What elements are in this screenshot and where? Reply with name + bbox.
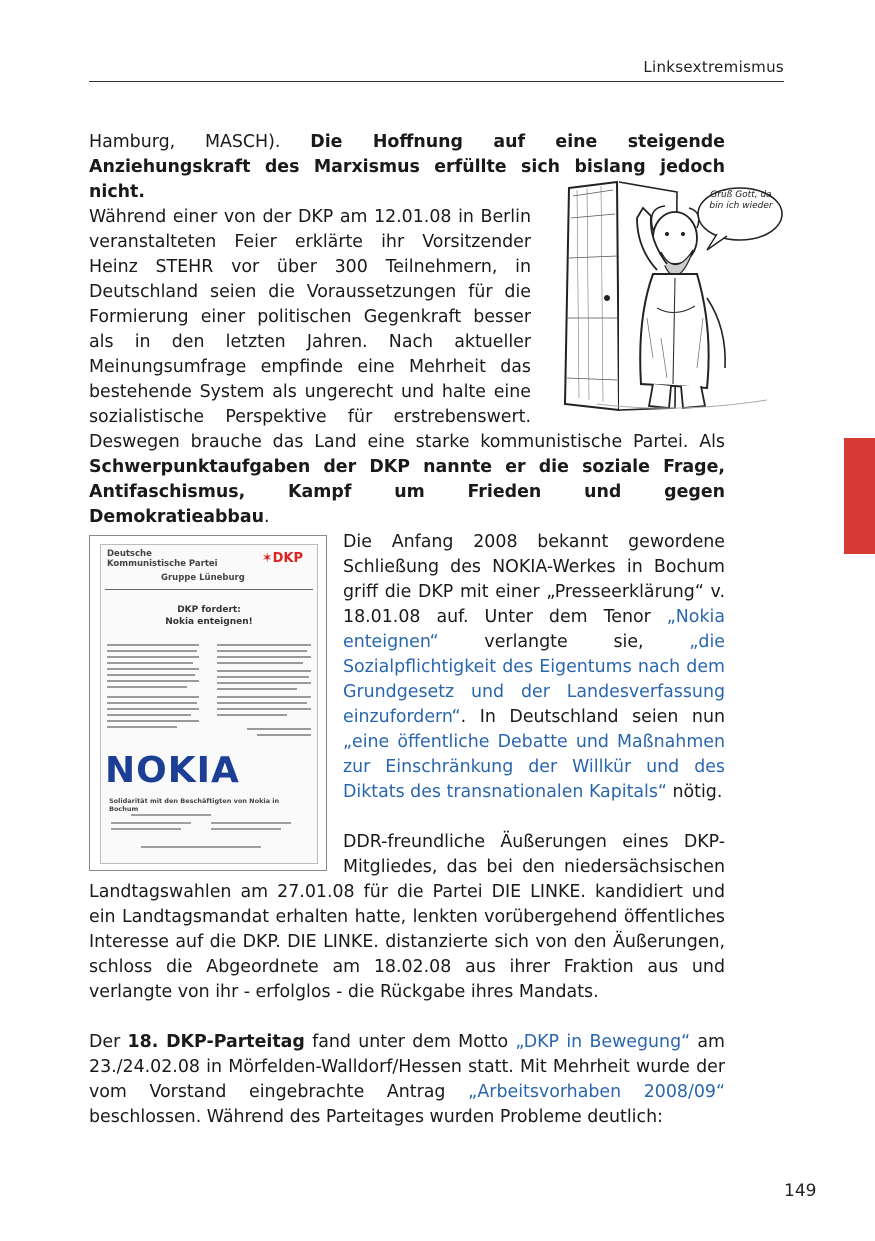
flyer-dkp-logo-text: DKP bbox=[272, 551, 303, 566]
paragraph-4-wide bbox=[89, 880, 725, 1005]
paragraph-2-narrow-text: Während einer von der DKP am 12.01.08 in Berlin veranstalteten Feier erklärte ihr Vorsitzender Heinz STEHR vor über 300 Teilnehmern, in Deutschland seien die Voraussetzungen für die Formierung einer politischen Gegenkraft besser als in den letzten Jahren. Nach aktueller Meinungsumfrage empfinde eine Mehrheit das bestehende System als ungerecht und halte eine sozialistische Perspektive für erstrebenswert. bbox=[89, 207, 531, 427]
paragraph-2-wide-text: Deswegen brauche das Land eine starke kommunistische Partei. Als bbox=[89, 432, 725, 452]
quote-sozialpflichtigkeit: „die Sozialpflichtigkeit des Eigentums nach dem Grundgesetz und der Landesverfassung einzufordern“ bbox=[343, 632, 725, 727]
paragraph-5-bold: 18. DKP-Parteitag bbox=[127, 1032, 305, 1052]
flyer-footer-lines bbox=[111, 811, 307, 859]
flyer-image bbox=[89, 535, 327, 871]
flyer-headline-2: Nokia enteignen! bbox=[165, 617, 253, 627]
paragraph-1-text: Hamburg, MASCH). bbox=[89, 132, 311, 152]
paragraph-5-text-1: Der bbox=[89, 1032, 128, 1052]
flyer-dkp-logo: ✶DKP bbox=[261, 551, 303, 566]
quote-nokia-enteignen: „Nokia enteignen“ bbox=[343, 607, 725, 652]
paragraph-2-bold: Schwerpunktaufgaben der DKP nannte er die soziale Frage, Antifaschismus, Kampf um Frieden und gegen Demokratieabbau bbox=[89, 457, 725, 527]
flyer-headline-1: DKP fordert: bbox=[177, 605, 241, 615]
quote-oeffentliche-debatte: „eine öffentliche Debatte und Maßnahmen zur Einschränkung der Willkür und des Diktats des transnationalen Kapitals“ bbox=[343, 732, 725, 802]
paragraph-3-text-3: . In Deutschland seien nun bbox=[460, 707, 725, 727]
paragraph-3-text-1: Die Anfang 2008 bekannt gewordene Schließung des NOKIA-Werkes in Bochum griff die DKP mit einer „Presseerklärung“ v. 18.01.08 auf. Unter dem Tenor bbox=[343, 532, 725, 627]
flyer-org: Deutsche Kommunistische Partei bbox=[107, 549, 218, 569]
chapter-tab-marker bbox=[844, 438, 875, 554]
paragraph-4-wide-text: Landtagswahlen am 27.01.08 für die Partei DIE LINKE. kandidiert und ein Landtagsmandat erhalten hatte, lenkten vorübergehend öffentliches Interesse auf die DKP. DIE LINKE. distanzierte sich von den Äußerungen, schloss die Abgeordnete am 18.02.08 aus ihrer Fraktion aus und verlangte von ihr - erfolglos - die Rückgabe ihres Mandats. bbox=[89, 882, 725, 1002]
paragraph-3 bbox=[343, 530, 725, 805]
paragraph-4-narrow bbox=[343, 830, 725, 880]
flyer-nokia-logo bbox=[105, 751, 313, 791]
paragraph-3-text-2: verlangte sie, bbox=[438, 632, 690, 652]
header-rule bbox=[89, 81, 784, 82]
quote-dkp-in-bewegung: „DKP in Bewegung“ bbox=[515, 1032, 691, 1052]
paragraph-2-end: . bbox=[264, 507, 270, 527]
paragraph-5-text-2: fand unter dem Motto bbox=[304, 1032, 516, 1052]
speech-bubble-text: Grüß Gott, da bin ich wieder bbox=[709, 190, 773, 211]
flyer-solidarity: Solidarität mit den Beschäftigten von Nokia in Bochum bbox=[109, 797, 280, 813]
page-number: 149 bbox=[784, 1181, 817, 1201]
running-header: Linksextremismus bbox=[643, 58, 784, 76]
flyer-nokia-text: NOKIA bbox=[105, 750, 240, 791]
paragraph-3-text-4: nötig. bbox=[666, 782, 723, 802]
paragraph-2-wide bbox=[89, 430, 725, 530]
flyer-page bbox=[100, 544, 318, 864]
paragraph-4-narrow-text: DDR-freundliche Äußerungen eines DKP-Mitgliedes, das bei den niedersächsischen bbox=[343, 832, 725, 877]
paragraph-1-bold: Die Hoffnung auf eine steigende Anziehungskraft des Marxismus erfüllte sich bislang jedoch nicht. bbox=[89, 132, 725, 202]
quote-arbeitsvorhaben: „Arbeitsvorhaben 2008/09“ bbox=[468, 1082, 725, 1102]
flyer-text-columns bbox=[107, 641, 311, 741]
paragraph-5-text-4: beschlossen. Während des Parteitages wurden Probleme deutlich: bbox=[89, 1107, 663, 1127]
cartoon-drawing bbox=[557, 178, 785, 414]
paragraph-2-narrow bbox=[89, 205, 531, 430]
cartoon-illustration bbox=[557, 178, 785, 414]
paragraph-5 bbox=[89, 1030, 725, 1130]
flyer-group: Gruppe Lüneburg bbox=[161, 573, 245, 583]
paragraph-5-text-3: am 23./24.02.08 in Mörfelden-Walldorf/Hessen statt. Mit Mehrheit wurde der vom Vorstand eingebrachte Antrag bbox=[89, 1032, 725, 1102]
